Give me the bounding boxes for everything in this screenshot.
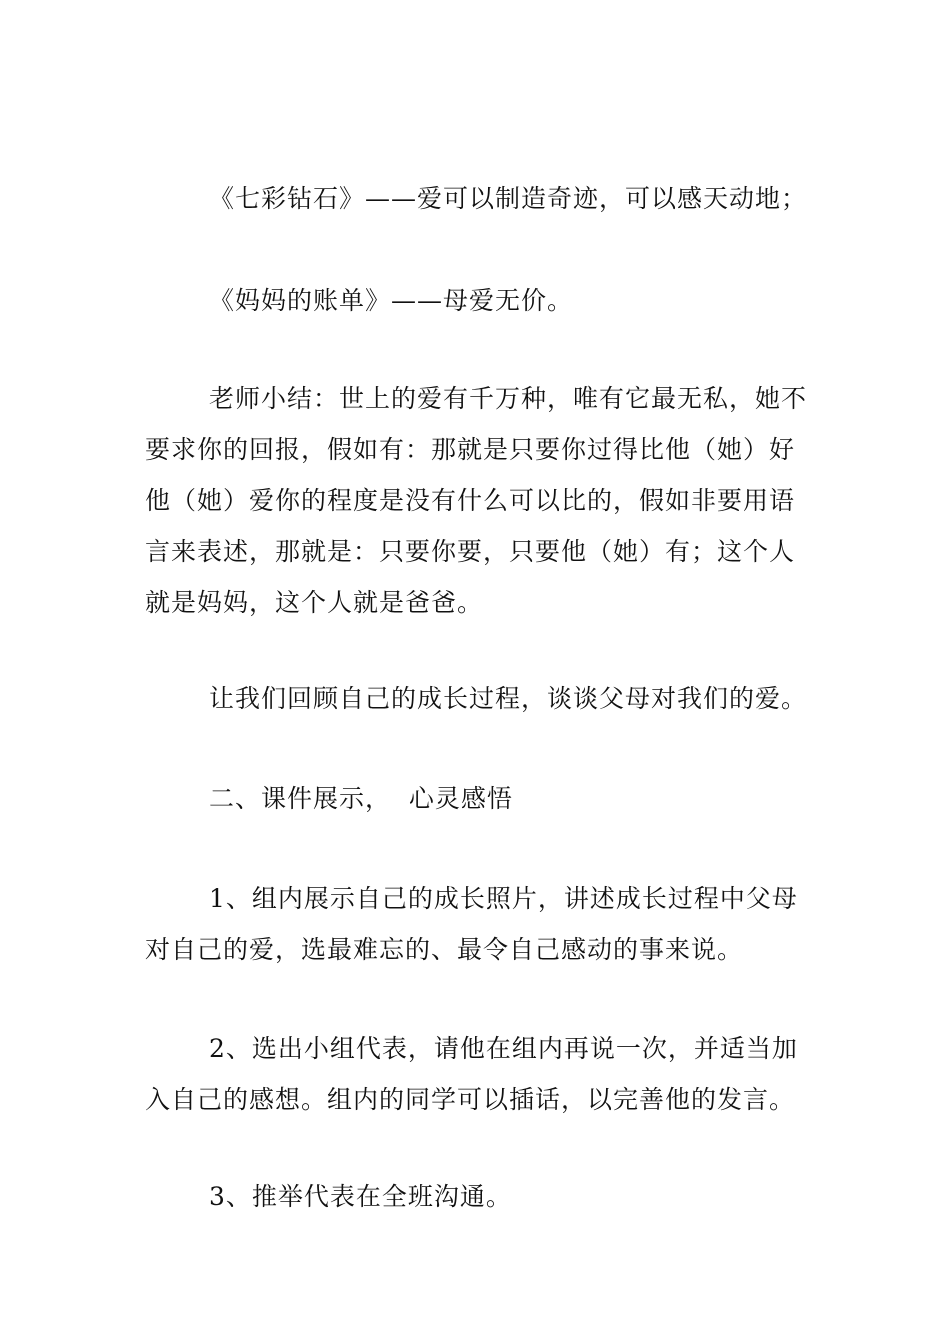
paragraph-step-2: 2、选出小组代表，请他在组内再说一次，并适当加入自己的感想。组内的同学可以插话，以完善他的发言。	[145, 1034, 798, 1114]
paragraph-review-growth: 让我们回顾自己的成长过程，谈谈父母对我们的爱。	[209, 684, 808, 713]
paragraph-teacher-summary: 老师小结：世上的爱有千万种，唯有它最无私，她不要求你的回报，假如有：那就是只要你过得比他（她）好他（她）爱你的程度是没有什么可以比的，假如非要用语言来表述，那就是：只要你要，只要他（她）有；这个人就是妈妈，这个人就是爸爸。	[145, 384, 808, 617]
paragraph-book-mama-zhangdan: 《妈妈的账单》——母爱无价。	[209, 286, 574, 315]
section-heading-courseware: 二、课件展示， 心灵感悟	[209, 784, 513, 813]
paragraph-step-3: 3、推举代表在全班沟通。	[209, 1182, 512, 1211]
paragraph-book-qicai-zuanshi: 《七彩钻石》——爱可以制造奇迹，可以感天动地；	[209, 184, 808, 213]
paragraph-step-1: 1、组内展示自己的成长照片，讲述成长过程中父母对自己的爱，选最难忘的、最令自己感动的事来说。	[145, 884, 798, 964]
